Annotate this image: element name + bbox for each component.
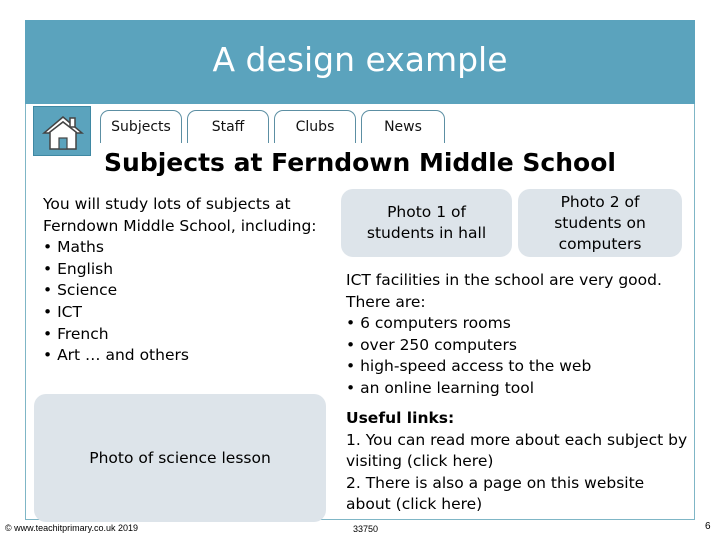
useful-links (346, 408, 691, 516)
ict-text (346, 270, 691, 400)
page-heading: Subjects at Ferndown Middle School (104, 148, 616, 177)
footer-doc-number: 33750 (353, 524, 379, 534)
subjects-text (43, 194, 328, 367)
tab-subjects[interactable]: Subjects (100, 110, 182, 143)
photo-caption: Photo 2 of students on computers (554, 192, 646, 253)
footer-copyright: © www.teachitprimary.co.uk 2019 (5, 523, 139, 533)
subject-item: • Science (43, 280, 328, 302)
ict-item: • 6 computers rooms (346, 313, 691, 335)
subjects-list (43, 237, 328, 367)
subjects-intro: You will study lots of subjects at Ferndown Middle School, including: (43, 195, 317, 235)
subject-item: • ICT (43, 302, 328, 324)
ict-list (346, 313, 691, 399)
ict-item: • an online learning tool (346, 378, 691, 400)
home-icon (40, 111, 86, 153)
tab-news[interactable]: News (361, 110, 445, 143)
photo-placeholder-computers (518, 189, 682, 257)
photo-placeholder-hall (341, 189, 512, 257)
photo-placeholder-science (34, 394, 326, 522)
subject-item: • English (43, 259, 328, 281)
links-heading: Useful links: (346, 409, 455, 427)
ict-item: • high-speed access to the web (346, 356, 691, 378)
photo-caption: Photo 1 of students in hall (366, 203, 487, 242)
subject-item: • Maths (43, 237, 328, 259)
tab-staff[interactable]: Staff (187, 110, 269, 143)
tab-clubs[interactable]: Clubs (274, 110, 356, 143)
subject-item: • French (43, 324, 328, 346)
photo-caption: Photo of science lesson (89, 448, 271, 467)
ict-intro: ICT facilities in the school are very good. There are: (346, 271, 662, 311)
ict-item: • over 250 computers (346, 335, 691, 357)
subject-item: • Art … and others (43, 345, 328, 367)
link-item[interactable]: 1. You can read more about each subject by visiting (click here) (346, 430, 688, 471)
link-item[interactable]: 2. There is also a page on this website about (click here) (346, 473, 645, 514)
footer-page-number: 6 (705, 521, 711, 532)
header-divider (25, 100, 695, 104)
site-title: A design example (212, 40, 508, 79)
